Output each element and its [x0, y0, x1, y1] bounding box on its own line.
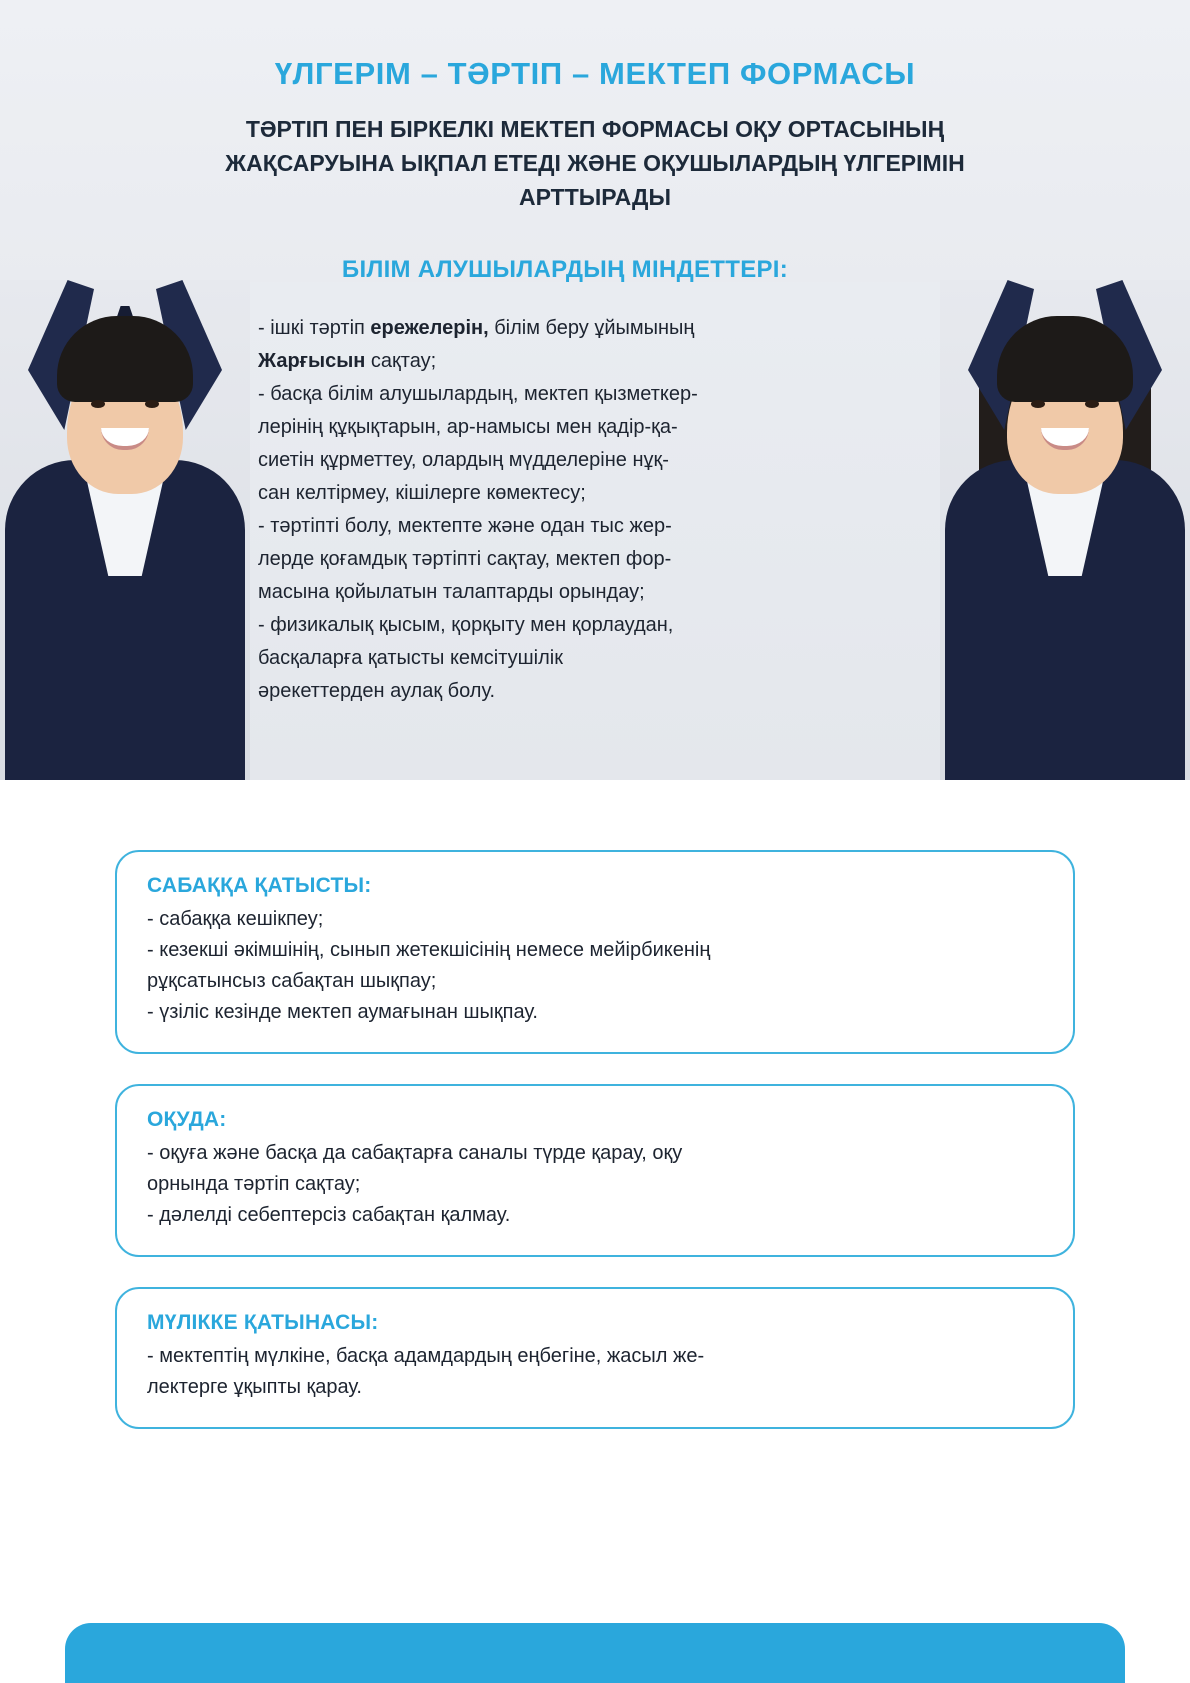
card-line: - дәлелді себептерсіз сабақтан қалмау.: [147, 1204, 511, 1226]
bottom-accent-bar: [65, 1623, 1125, 1683]
duty-line: басқаларға қатысты кемсітушілік: [258, 647, 563, 669]
card-line: лектерге ұқыпты қарау.: [147, 1376, 362, 1398]
card-attendance: [115, 850, 1075, 1054]
duty-text: - ішкі тәртіп: [258, 317, 371, 339]
girl-suit: [945, 460, 1185, 780]
duty-emphasis: ережелерін,: [370, 317, 489, 339]
duty-line: - тәртіпті болу, мектепте және одан тыс жер-: [258, 515, 672, 537]
boy-eye-left: [91, 400, 105, 408]
hero-banner: [0, 0, 1190, 780]
duties-list: [258, 312, 858, 708]
card-line: - мектептің мүлкіне, басқа адамдардың еңбегіне, жасыл же-: [147, 1345, 705, 1367]
boy-suit: [5, 460, 245, 780]
duty-line: - физикалық қысым, қорқыту мен қорлаудан,: [258, 614, 674, 636]
page-subtitle: ТӘРТІП ПЕН БІРКЕЛКІ МЕКТЕП ФОРМАСЫ ОҚУ ОРТАСЫНЫҢ ЖАҚСАРУЫНА ЫҚПАЛ ЕТЕДІ ЖӘНЕ ОҚУШЫЛАРДЫҢ ҮЛГЕРІМІН АРТТЫРАДЫ: [225, 116, 965, 210]
card-body: [147, 904, 1043, 1028]
duty-text: білім беру ұйымының: [488, 317, 695, 339]
section-heading: БІЛІМ АЛУШЫЛАРДЫҢ МІНДЕТТЕРІ:: [341, 256, 789, 283]
page-title: ҮЛГЕРІМ – ТӘРТІП – МЕКТЕП ФОРМАСЫ: [274, 56, 916, 91]
card-title: САБАҚҚА ҚАТЫСТЫ:: [147, 874, 372, 897]
card-body: [147, 1341, 1043, 1403]
card-study: [115, 1084, 1075, 1257]
card-line: - үзіліс кезінде мектеп аумағынан шықпау.: [147, 1001, 538, 1023]
duty-emphasis: Жарғысын: [258, 350, 366, 372]
duty-line: [258, 345, 858, 378]
boy-eye-right: [145, 400, 159, 408]
card-line: - оқуға және басқа да сабақтарға саналы түрде қарау, оқу: [147, 1142, 683, 1164]
card-line: орнында тәртіп сақтау;: [147, 1173, 361, 1195]
duty-line: [258, 312, 858, 345]
girl-eye-right: [1085, 400, 1099, 408]
card-title: ОҚУДА:: [147, 1108, 227, 1131]
duty-line: масына қойылатын талаптарды орындау;: [258, 581, 645, 603]
schoolgirl-photo: [940, 280, 1190, 780]
rules-card-list: [0, 850, 1190, 1459]
duty-line: әрекеттерден аулақ болу.: [258, 680, 496, 702]
schoolboy-photo: [0, 280, 250, 780]
card-title: МҮЛІККЕ ҚАТЫНАСЫ:: [147, 1311, 379, 1334]
card-property: [115, 1287, 1075, 1429]
duty-line: лерінің құқықтарын, ар-намысы мен қадір-қа-: [258, 416, 678, 438]
duty-line: сан келтірмеу, кішілерге көмектесу;: [258, 482, 586, 504]
card-body: [147, 1138, 1043, 1231]
card-line: - кезекші әкімшінің, сынып жетекшісінің немесе мейірбикенің: [147, 939, 711, 961]
duty-line: - басқа білім алушылардың, мектеп қызметкер-: [258, 383, 698, 405]
card-line: - сабаққа кешікпеу;: [147, 908, 324, 930]
duty-line: сиетін құрметтеу, олардың мүдделеріне нұқ-: [258, 449, 669, 471]
duty-line: лерде қоғамдық тәртіпті сақтау, мектеп фор-: [258, 548, 672, 570]
duty-text: сақтау;: [365, 350, 437, 372]
card-line: рұқсатынсыз сабақтан шықпау;: [147, 970, 437, 992]
girl-eye-left: [1031, 400, 1045, 408]
